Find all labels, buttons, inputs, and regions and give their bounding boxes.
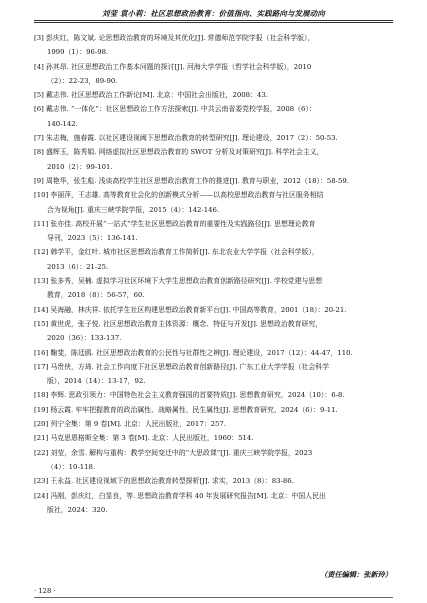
reference-entry: [4] 孙其昂. 社区思想政治工作基本问题的探讨[J]. 河海大学学报（哲学社会科学版），2010 — [34, 62, 312, 71]
reference-continuation: 2020（36）：133-137. — [47, 334, 122, 343]
footer-rule — [34, 597, 393, 598]
reference-continuation: （4）：10-118. — [47, 462, 96, 471]
reference-continuation: 版），2014（14）：13-17，92. — [47, 377, 146, 386]
reference-entry: [12] 韩学平，金红叶. 城市社区思想政治教育工作简析[J]. 东北农业大学学报（社会科学版）， — [34, 248, 319, 257]
reference-continuation: 2010（2）：99-101. — [47, 162, 113, 171]
reference-entry: [15] 黄世虎，张子悦. 社区思想政治教育主体资源：概念、特征与开发[J]. 思想政治教育研究， — [34, 319, 323, 328]
reference-entry: [13] 张多秀，吴楠. 虚拟学习社区环境下大学生思想政治教育创新路径研究[J]. 学校党建与思想 — [34, 277, 323, 286]
reference-entry: [7] 朱志梅，施春霞. 以社区建设视阈下思想政治教育的转型研究[J]. 理论建设，2017（2）：50-53. — [34, 134, 338, 143]
reference-entry: [6] 戴志伟. “一体化”：社区思想政治工作方法探索[J]. 中共云南省委党校学报，2008（6）： — [34, 105, 316, 114]
reference-continuation: 140-142. — [47, 119, 78, 128]
reference-entry: [8] 盛辉玉，陈秀娟. 网络虚拟社区思想政治教育的 SWOT 分析及对策研究[J]. 科学社会主义， — [34, 148, 324, 157]
reference-continuation: 1999（1）：96-98. — [47, 48, 109, 57]
reference-entry: [5] 戴志伟. 社区思想政治工作新论[M]. 北京：中国社会出版社，2008：43. — [34, 91, 268, 100]
reference-entry: [19] 杨云霞. 牢牢把握教育的政治属性、战略属性、民生属性[J]. 思想教育研究，2024（6）：9-11. — [34, 405, 338, 414]
reference-entry: [17] 马贵侠，方琦. 社会工作向度下社区思想政治教育创新路径[J]. 广东工业大学学报（社会科学 — [34, 362, 330, 371]
reference-entry: [21] 马克思恩格斯全集：第 3 卷[M]. 北京：人民出版社，1960：514. — [34, 434, 254, 443]
reference-entry: [20] 列宁全集：第 9 卷[M]. 北京：人民出版社，2017：257. — [34, 420, 226, 429]
reference-entry: [24] 冯刚，彭庆红，白显良，等. 思想政治教育学科 40 年发展研究报告[M]. 北京：中国人民出 — [34, 491, 326, 500]
reference-entry: [16] 鞠斐，陈廷鸥. 社区思想政治教育的公民性与社群性之辨[J]. 理论建设，2017（12）：44-47，110. — [34, 348, 353, 357]
reference-entry: [22] 刘莹，余雪. 解构与重构：教学空间变迁中的“大思政课”[J]. 重庆三峡学院学报，2023 — [34, 448, 313, 457]
reference-continuation: 2013（6）：21-25. — [47, 262, 109, 271]
header-rule — [34, 20, 393, 21]
reference-continuation: 导刊，2023（5）：136-141. — [47, 234, 138, 243]
header-rule-thin — [34, 22, 393, 23]
reference-entry: [23] 王永益. 社区建设视域下的思想政治教育转型探析[J]. 求实，2013（8）：83-86. — [34, 477, 294, 486]
running-header: 刘莹 袁小莉：社区思想政治教育：价值指向、实践路向与发展动向 — [102, 9, 325, 18]
editor-note: （责任编辑：张新玲） — [320, 570, 392, 579]
reference-continuation: 合为视角[J]. 重庆三峡学院学报，2015（4）：142-146. — [47, 205, 220, 214]
reference-entry: [10] 李丽萍，王志雄. 高等教育社会化的创新模式分析——以高校思想政治教育与社区服务相结 — [34, 191, 324, 200]
reference-continuation: 教育，2018（8）：56-57，60. — [47, 291, 145, 300]
reference-continuation: 版社，2024：320. — [47, 505, 108, 514]
reference-entry: [11] 张亦佳. 高校开展“一站式”学生社区思想政治教育的重要性及实践路径[J]. 思想理论教育 — [34, 219, 316, 228]
reference-entry: [3] 彭庆红，陈文斌. 论思想政治教育的环境及其优化[J]. 常德师范学院学报（社会科学版）， — [34, 34, 315, 42]
reference-entry: [9] 周艳华，张生彪. 浅谈高校学生社区思想政治教育工作的推进[J]. 教育与职业，2012（18）：58-59. — [34, 176, 349, 185]
reference-list — [34, 31, 396, 517]
page-number: · 128 · — [34, 587, 56, 595]
reference-entry: [18] 李辉. 思政引领力：中国特色社会主义教育强国的首要特质[J]. 思想教育研究，2024（10）：6-8. — [34, 391, 345, 400]
reference-entry: [14] 吴海融，林庆祥. 依托学生社区构建思想政治教育新平台[J]. 中国高等教育，2001（18）：20-21. — [34, 305, 347, 314]
reference-continuation: （2）：22-23，89-90. — [47, 76, 118, 85]
